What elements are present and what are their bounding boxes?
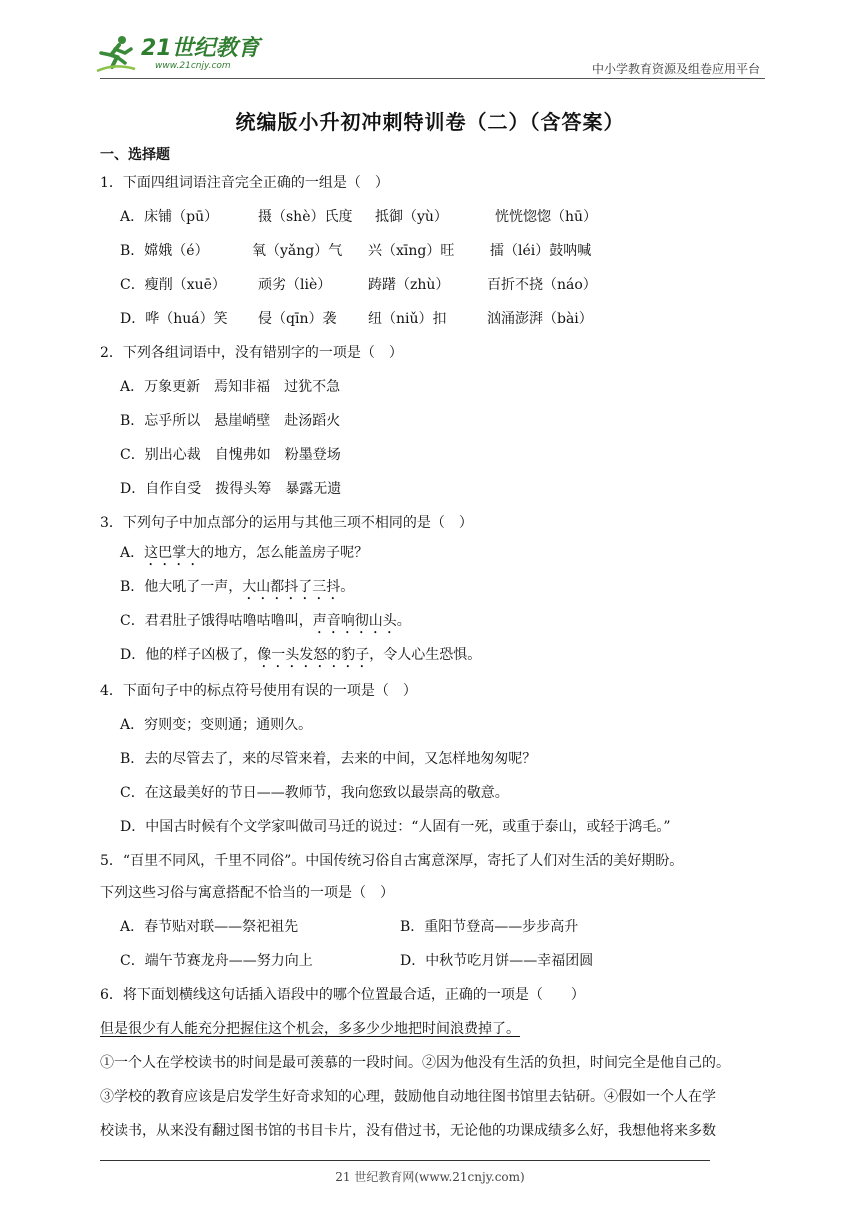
footer-divider bbox=[100, 1160, 710, 1161]
option-suffix: ，令人心生恐惧。 bbox=[369, 647, 482, 663]
q1-option-b-word: 擂（léi）鼓呐喊 bbox=[490, 243, 592, 259]
option-text: D．哗（huá）笑 bbox=[120, 311, 228, 327]
platform-name: 中小学教育资源及组卷应用平台 bbox=[591, 62, 760, 76]
emphasized-phrase: 像一头发怒的豹子 bbox=[257, 647, 370, 663]
option-suffix: 。 bbox=[396, 613, 411, 629]
question-1-stem: 1．下面四组词语注音完全正确的一组是（ ） bbox=[100, 175, 389, 191]
page-footer[interactable]: 21 世纪教育网(www.21cnjy.com) bbox=[335, 1170, 525, 1184]
q2-option-a[interactable]: A．万象更新 焉知非福 过犹不急 bbox=[120, 379, 341, 395]
q1-option-d-word: 纽（niǔ）扣 bbox=[368, 311, 447, 327]
q1-option-a-word: 恍恍惚惚（hū） bbox=[495, 209, 598, 225]
option-suffix: 。 bbox=[340, 579, 355, 595]
q5-option-c[interactable]: C．端午节赛龙舟——努力向上 bbox=[120, 953, 313, 969]
q2-option-d[interactable]: D．自作自受 拨得头筹 暴露无遗 bbox=[120, 481, 342, 497]
q1-option-a-word: 抵御（yù） bbox=[375, 209, 448, 225]
q4-option-c[interactable]: C．在这最美好的节日——教师节，我向您致以最崇高的敬意。 bbox=[120, 785, 509, 801]
option-text: B．嫦娥（é） bbox=[120, 243, 209, 259]
page-header bbox=[95, 30, 760, 78]
q1-option-b-word: 兴（xīng）旺 bbox=[368, 243, 455, 259]
q1-option-c-word: 百折不挠（náo） bbox=[487, 277, 597, 293]
option-text: A．床铺（pū） bbox=[120, 209, 219, 225]
q1-option-d-word: 汹涌澎湃（bài） bbox=[487, 311, 593, 327]
q1-option-d-word: 侵（qīn）袭 bbox=[258, 311, 337, 327]
page-title: 统编版小升初冲刺特训卷（二）（含答案） bbox=[235, 110, 625, 134]
q3-option-a[interactable] bbox=[120, 543, 368, 569]
runner-logo-icon bbox=[95, 33, 137, 75]
option-suffix: 的地方，怎么能盖房子呢？ bbox=[200, 545, 369, 561]
q4-option-a[interactable]: A．穷则变；变则通；通则久。 bbox=[120, 717, 313, 733]
q1-option-c[interactable] bbox=[120, 275, 226, 295]
q3-option-c[interactable] bbox=[120, 611, 411, 637]
q1-option-b-word: 氧（yǎng）气 bbox=[252, 243, 343, 259]
logo-name: 21世纪教育 bbox=[141, 36, 260, 61]
q3-option-d[interactable] bbox=[120, 645, 481, 671]
question-4-stem: 4．下面句子中的标点符号使用有误的一项是（ ） bbox=[100, 683, 417, 699]
question-3-stem: 3．下列句子中加点部分的运用与其他三项不相同的是（ ） bbox=[100, 515, 473, 531]
q2-option-c[interactable]: C．别出心裁 自愧弗如 粉墨登场 bbox=[120, 447, 341, 463]
q3-option-b[interactable] bbox=[120, 577, 354, 603]
logo-url: www.21cnjy.com bbox=[155, 61, 231, 71]
underlined-sentence: 但是很少有人能充分把握住这个机会，多多少少地把时间浪费掉了。 bbox=[100, 1021, 520, 1037]
site-logo[interactable] bbox=[95, 32, 260, 76]
q5-option-a[interactable]: A．春节贴对联——祭祀祖先 bbox=[120, 919, 299, 935]
q1-option-a-word: 摄（shè）氏度 bbox=[258, 209, 353, 225]
q5-option-d[interactable]: D．中秋节吃月饼——幸福团圆 bbox=[400, 953, 594, 969]
q1-option-a[interactable] bbox=[120, 207, 218, 227]
q1-option-d[interactable] bbox=[120, 309, 228, 329]
question-2-stem: 2．下列各组词语中，没有错别字的一项是（ ） bbox=[100, 345, 403, 361]
passage-line-1: ①一个人在学校读书的时间是最可羡慕的一段时间。②因为他没有生活的负担，时间完全是他自己的。 bbox=[100, 1055, 730, 1071]
header-divider bbox=[100, 78, 765, 79]
emphasized-phrase: 声音响彻山头 bbox=[312, 613, 397, 629]
question-6-stem: 6．将下面划横线这句话插入语段中的哪个位置最合适，正确的一项是（ ） bbox=[100, 987, 585, 1003]
option-prefix: D．他的样子凶极了， bbox=[120, 647, 258, 663]
option-prefix: C．君君肚子饿得咕噜咕噜叫， bbox=[120, 613, 313, 629]
q1-option-c-word: 踌躇（zhù） bbox=[368, 277, 450, 293]
emphasized-phrase: 这巴掌大 bbox=[144, 545, 201, 561]
q1-option-b[interactable] bbox=[120, 241, 209, 261]
option-text: C．瘦削（xuē） bbox=[120, 277, 226, 293]
section-heading: 一、选择题 bbox=[100, 147, 170, 163]
option-prefix: A． bbox=[120, 545, 145, 561]
passage-line-3: 校读书，从来没有翻过图书馆的书目卡片，没有借过书，无论他的功课成绩多么好，我想他将来多数 bbox=[100, 1123, 716, 1139]
q1-option-c-word: 顽劣（liè） bbox=[258, 277, 332, 293]
passage-line-2: ③学校的教育应该是启发学生好奇求知的心理，鼓励他自动地往图书馆里去钻研。④假如一个人在学 bbox=[100, 1089, 716, 1105]
question-5-stem: 5．“百里不同风，千里不同俗”。中国传统习俗自古寓意深厚，寄托了人们对生活的美好期盼。 bbox=[100, 853, 684, 869]
option-prefix: B．他大吼了一声， bbox=[120, 579, 243, 595]
q4-option-d[interactable]: D．中国古时候有个文学家叫做司马迁的说过：“人固有一死，或重于泰山，或轻于鸿毛。” bbox=[120, 819, 671, 835]
q2-option-b[interactable]: B．忘乎所以 悬崖峭壁 赴汤蹈火 bbox=[120, 413, 341, 429]
q4-option-b[interactable]: B．去的尽管去了，来的尽管来着，去来的中间，又怎样地匆匆呢？ bbox=[120, 751, 537, 767]
q5-option-b[interactable]: B．重阳节登高——步步高升 bbox=[400, 919, 579, 935]
emphasized-phrase: 大山都抖了三抖 bbox=[242, 579, 341, 595]
question-5-stem-2: 下列这些习俗与寓意搭配不恰当的一项是（ ） bbox=[100, 885, 394, 901]
